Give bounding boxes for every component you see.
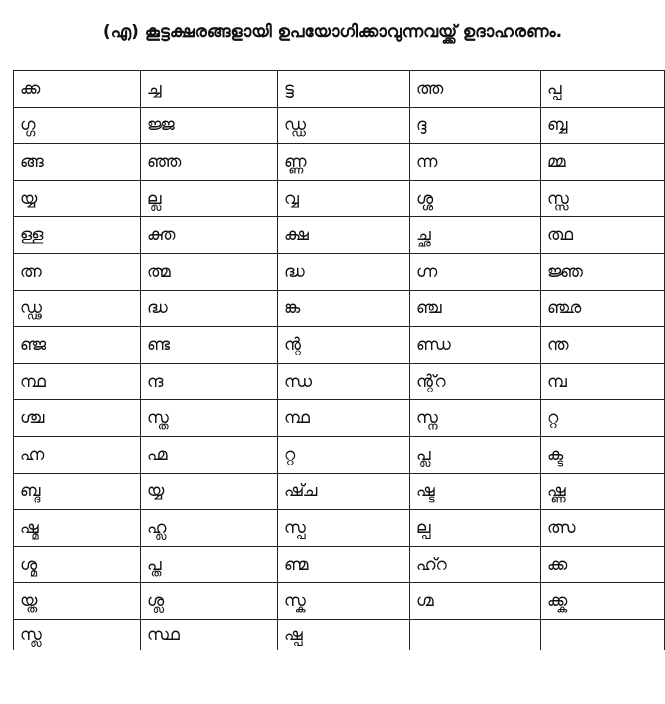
- conjunct-letter: മ്മ: [547, 151, 566, 172]
- table-cell: [278, 253, 410, 290]
- table-row: [14, 327, 665, 364]
- conjunct-letter: യ്യ: [147, 481, 165, 502]
- table-cell: [278, 217, 410, 254]
- page-heading: (എ) കൂട്ടക്ഷരങ്ങളായി ഉപയോഗിക്കാവുന്നവയ്ക്ക് ഉദാഹരണം.: [102, 22, 563, 42]
- table-cell: [278, 546, 410, 583]
- table-cell: [141, 71, 278, 108]
- table-cell: [278, 71, 410, 108]
- conjunct-letter: ഷ്ണ: [547, 481, 566, 502]
- table-cell: [541, 510, 665, 547]
- conjunct-letter: ട്ട: [284, 78, 294, 99]
- conjunct-letter: ഹ്ന: [20, 444, 45, 465]
- table-cell: [278, 510, 410, 547]
- table-cell: [541, 363, 665, 400]
- table-cell: [14, 546, 141, 583]
- conjunct-letter: ക്ട: [547, 444, 564, 465]
- conjunct-letter: ണ്ണ: [284, 151, 307, 172]
- table-cell: [410, 253, 541, 290]
- conjunct-letter: സ്ഥ: [147, 624, 180, 645]
- table-cell: [141, 144, 278, 181]
- conjunct-letter: ത്മ: [147, 261, 171, 282]
- conjunct-letters-table: [13, 70, 665, 650]
- conjunct-letter: യ്യ: [20, 188, 38, 209]
- conjunct-letter: ഷ്ച: [284, 481, 318, 502]
- table-cell: [14, 400, 141, 437]
- table-cell: [541, 180, 665, 217]
- conjunct-letter: റ്റ: [284, 444, 296, 465]
- table-cell: [410, 217, 541, 254]
- conjunct-letter: ഷ്പ: [284, 624, 303, 645]
- table-row: [14, 583, 665, 620]
- table-cell: [410, 144, 541, 181]
- conjunct-letter: ണ്ഡ: [416, 334, 451, 355]
- table-cell: [141, 400, 278, 437]
- conjunct-letter: ശ്ശ: [416, 188, 434, 209]
- conjunct-letter: പ്ത: [147, 554, 162, 575]
- table-cell: [410, 473, 541, 510]
- table-cell: [141, 180, 278, 217]
- conjunct-letter: ങ്ക: [284, 298, 301, 319]
- conjunct-letter: ബ്ബ: [547, 115, 568, 136]
- table-cell: [541, 253, 665, 290]
- table-cell: [14, 436, 141, 473]
- table-row: [14, 510, 665, 547]
- table-cell: [410, 546, 541, 583]
- table-cell: [14, 71, 141, 108]
- table-cell: [278, 144, 410, 181]
- table-cell: [278, 473, 410, 510]
- conjunct-letter: റ്റ: [547, 408, 559, 429]
- table-cell: [14, 619, 141, 650]
- conjunct-letter: ദ്ധ: [147, 298, 168, 319]
- table-row: [14, 71, 665, 108]
- conjunct-letter: ന്ഥ: [20, 371, 46, 392]
- conjunct-letter: പ്പ: [547, 78, 562, 99]
- table-cell: [278, 327, 410, 364]
- table-row: [14, 290, 665, 327]
- conjunct-letter: ഞ്ജ: [20, 334, 47, 355]
- conjunct-letter: ശ്ച: [20, 408, 45, 429]
- table-cell: [141, 436, 278, 473]
- conjunct-letter: ച്ഛ: [416, 225, 431, 246]
- table-cell: [278, 400, 410, 437]
- conjunct-letter: ന്ന: [416, 151, 438, 172]
- table-cell: [14, 180, 141, 217]
- conjunct-letter: ഹ്ല: [147, 517, 167, 538]
- conjunct-letter: ജ്ഞ: [547, 261, 583, 282]
- table-cell: [410, 619, 541, 650]
- table-cell: [541, 71, 665, 108]
- table-cell: [541, 473, 665, 510]
- table-cell: [278, 436, 410, 473]
- conjunct-letter: ക്ക: [547, 554, 568, 575]
- conjunct-letter: ത്സ: [547, 517, 576, 538]
- conjunct-letter: പ്ല: [416, 444, 431, 465]
- conjunct-letter: ഗ്ഗ: [20, 115, 36, 136]
- conjunct-letter: ന്ഥ: [284, 408, 310, 429]
- table-cell: [410, 436, 541, 473]
- table-cell: [14, 327, 141, 364]
- conjunct-letter: ല്പ: [416, 517, 431, 538]
- table-cell: [141, 217, 278, 254]
- table-cell: [410, 71, 541, 108]
- table-cell: [14, 583, 141, 620]
- table-cell: [141, 510, 278, 547]
- table-cell: [14, 107, 141, 144]
- table-row: [14, 180, 665, 217]
- conjunct-letter: ഞ്ച: [416, 298, 442, 319]
- conjunct-letter: ശ്മ: [20, 554, 38, 575]
- conjunct-letter: ജ്ജ: [147, 115, 175, 136]
- table-cell: [278, 107, 410, 144]
- conjunct-letter: ണ്മ: [284, 554, 309, 575]
- conjunct-letter: ഷ്ട: [416, 481, 435, 502]
- table-cell: [541, 436, 665, 473]
- table-cell: [278, 180, 410, 217]
- table-cell: [14, 144, 141, 181]
- table-cell: [141, 583, 278, 620]
- table-cell: [541, 107, 665, 144]
- table-row: [14, 107, 665, 144]
- table-row: [14, 144, 665, 181]
- table-cell: [141, 473, 278, 510]
- conjunct-letter: ബ്ദ: [20, 481, 41, 502]
- conjunct-letter: ഹ്മ: [147, 444, 168, 465]
- table-cell: [410, 583, 541, 620]
- table-cell: [14, 510, 141, 547]
- conjunct-letter: വ്വ: [284, 188, 299, 209]
- conjunct-letter: ഹ്റ: [416, 554, 447, 575]
- conjunct-letter: സ്ന: [416, 408, 438, 429]
- table-cell: [410, 107, 541, 144]
- conjunct-letter: ഡ്ഢ: [20, 298, 42, 319]
- table-cell: [410, 363, 541, 400]
- table-row: [14, 546, 665, 583]
- conjunct-letter: ക്ക: [20, 78, 41, 99]
- conjunct-letter: സ്ത: [147, 408, 169, 429]
- conjunct-letter: ഡ്ഡ: [284, 115, 306, 136]
- conjunct-letter: സ്ല: [20, 624, 42, 645]
- table-row: [14, 253, 665, 290]
- conjunct-letter: ത്ത: [416, 78, 444, 99]
- conjunct-letter: സ്ക: [284, 591, 306, 612]
- table-cell: [410, 400, 541, 437]
- table-cell: [278, 619, 410, 650]
- table-cell: [541, 619, 665, 650]
- table-cell: [541, 327, 665, 364]
- table-cell: [14, 363, 141, 400]
- table-cell: [141, 619, 278, 650]
- conjunct-letter: ശ്ല: [147, 591, 165, 612]
- table-row: [14, 217, 665, 254]
- conjunct-letter: സ്സ: [547, 188, 569, 209]
- conjunct-letter: ക്ത: [147, 225, 176, 246]
- conjunct-letter: ന്ധ: [284, 371, 313, 392]
- table-cell: [141, 253, 278, 290]
- table-cell: [14, 217, 141, 254]
- table-cell: [278, 583, 410, 620]
- table-cell: [141, 363, 278, 400]
- conjunct-letter: ക്ഷ: [284, 225, 309, 246]
- conjunct-letter: സ്പ: [284, 517, 306, 538]
- conjunct-letter: ദ്ധ: [284, 261, 305, 282]
- table-cell: [141, 290, 278, 327]
- conjunct-letter: ക്ക്ക: [547, 591, 568, 612]
- table-cell: [541, 290, 665, 327]
- conjunct-letter: ന്ദ: [147, 371, 164, 392]
- table-cell: [541, 144, 665, 181]
- conjunct-table-body: [14, 71, 665, 650]
- table-cell: [141, 327, 278, 364]
- table-cell: [541, 583, 665, 620]
- table-cell: [278, 363, 410, 400]
- conjunct-letter: ന്ത: [547, 334, 569, 355]
- table-cell: [141, 107, 278, 144]
- conjunct-letter: ഞ്ഞ: [147, 151, 182, 172]
- conjunct-letter: ല്ല: [147, 188, 162, 209]
- conjunct-letter: ഷ്മ: [20, 517, 39, 538]
- conjunct-letter: ത്ന: [20, 261, 42, 282]
- table-cell: [141, 546, 278, 583]
- table-cell: [278, 290, 410, 327]
- conjunct-letter: ങ്ങ: [20, 151, 44, 172]
- table-cell: [410, 180, 541, 217]
- table-cell: [14, 253, 141, 290]
- conjunct-letter: ച്ച: [147, 78, 162, 99]
- conjunct-letter: ന്റ: [284, 334, 301, 355]
- table-cell: [541, 400, 665, 437]
- table-row: [14, 473, 665, 510]
- conjunct-letter: ത്ഥ: [547, 225, 574, 246]
- table-cell: [541, 217, 665, 254]
- conjunct-letter: ന്റ്റ: [416, 371, 446, 392]
- table-cell: [410, 327, 541, 364]
- table-row: [14, 363, 665, 400]
- conjunct-letter: ഗ്മ: [416, 591, 434, 612]
- conjunct-letter: യ്ത: [20, 591, 38, 612]
- table-cell: [410, 290, 541, 327]
- table-cell: [410, 510, 541, 547]
- table-cell: [14, 473, 141, 510]
- conjunct-letter: ഞ്ഛ: [547, 298, 582, 319]
- conjunct-letter: ദ്ദ: [416, 115, 427, 136]
- table-row: [14, 619, 665, 650]
- conjunct-letter: ള്ള: [20, 225, 44, 246]
- table-row: [14, 436, 665, 473]
- table-row: [14, 400, 665, 437]
- conjunct-letter: ണ്ട: [147, 334, 171, 355]
- conjunct-letter: മ്പ: [547, 371, 567, 392]
- table-cell: [541, 546, 665, 583]
- table-cell: [14, 290, 141, 327]
- conjunct-letter: ഗ്ന: [416, 261, 438, 282]
